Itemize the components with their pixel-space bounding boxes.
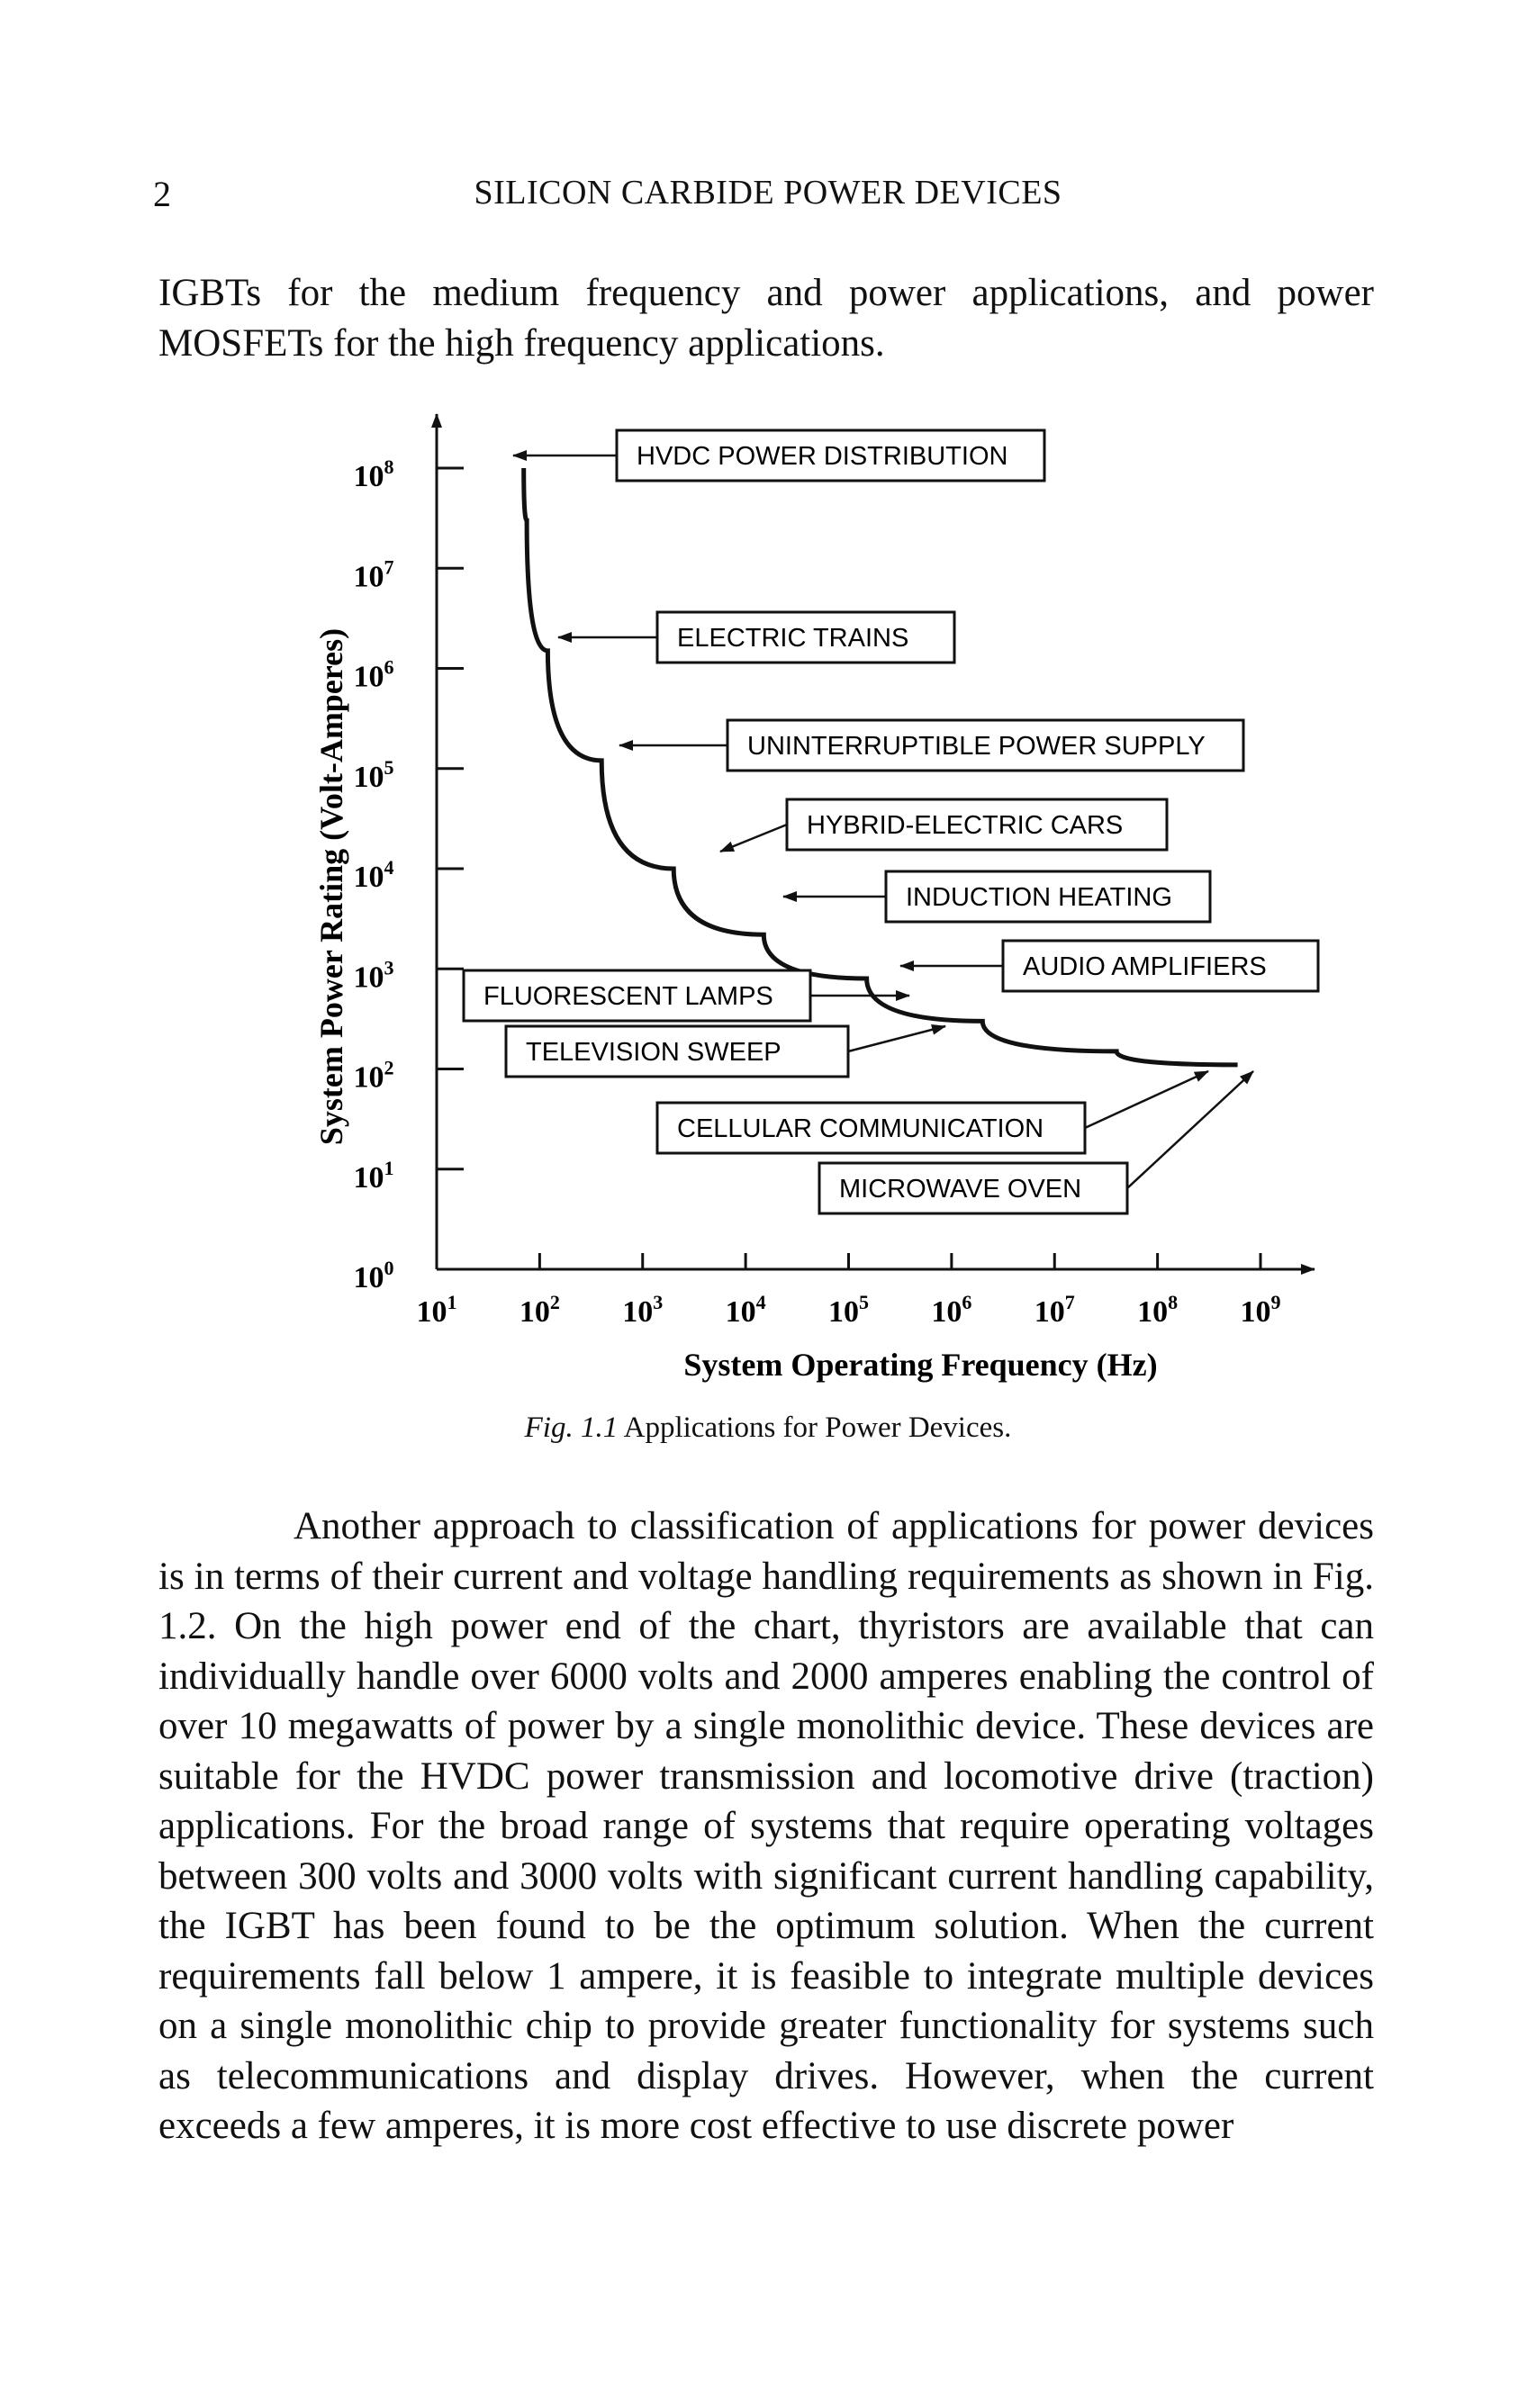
y-tick-label: $10^4$ xyxy=(353,856,394,894)
x-tick-label: $10^7$ xyxy=(1034,1291,1075,1329)
x-tick-label: $10^9$ xyxy=(1240,1291,1281,1329)
annotation-uninterruptible-power-supply xyxy=(619,720,1243,771)
annotation-cellular-communication xyxy=(657,1071,1208,1153)
y-tick-label: $10^6$ xyxy=(353,655,394,694)
annotation-hybrid-electric-cars xyxy=(720,799,1167,852)
annotation-arrow xyxy=(1085,1071,1208,1128)
annotation-label: ELECTRIC TRAINS xyxy=(677,624,909,653)
annotation-label: TELEVISION SWEEP xyxy=(526,1038,782,1067)
annotation-arrow xyxy=(720,825,787,852)
figure-caption-text: Applications for Power Devices. xyxy=(623,1411,1012,1444)
y-tick-label: $10^7$ xyxy=(353,555,394,594)
intro-paragraph: IGBTs for the medium frequency and power applications, and power MOSFETs for the high frequency applications. xyxy=(158,272,1374,365)
annotation-label: FLUORESCENT LAMPS xyxy=(483,982,773,1011)
annotation-induction-heating xyxy=(783,871,1210,922)
annotation-hvdc-power-distribution xyxy=(513,430,1044,481)
figure-caption-label: Fig. 1.1 xyxy=(524,1411,619,1444)
y-tick-label: $10^3$ xyxy=(353,956,394,995)
y-tick-label: $10^1$ xyxy=(353,1156,394,1195)
x-tick-label: $10^8$ xyxy=(1137,1291,1179,1329)
annotation-arrow xyxy=(1127,1071,1253,1188)
x-tick-label: $10^3$ xyxy=(622,1291,664,1329)
annotation-label: UNINTERRUPTIBLE POWER SUPPLY xyxy=(747,732,1206,761)
x-tick-label: $10^4$ xyxy=(725,1291,766,1329)
x-tick-label: $10^5$ xyxy=(828,1291,869,1329)
annotation-label: INDUCTION HEATING xyxy=(906,883,1172,912)
annotation-label: HYBRID-ELECTRIC CARS xyxy=(807,811,1124,840)
annotation-electric-trains xyxy=(558,612,954,663)
x-tick-label: $10^6$ xyxy=(931,1291,972,1329)
x-tick-label: $10^1$ xyxy=(416,1291,457,1329)
annotation-television-sweep xyxy=(506,1026,945,1077)
annotation-label: HVDC POWER DISTRIBUTION xyxy=(637,442,1008,471)
y-tick-label: $10^2$ xyxy=(353,1056,394,1095)
y-tick-label: $10^5$ xyxy=(353,755,394,794)
annotation-audio-amplifiers xyxy=(900,941,1318,991)
y-tick-label: $10^0$ xyxy=(353,1257,394,1294)
figure-caption xyxy=(0,1411,1536,1445)
running-head: SILICON CARBIDE POWER DEVICES xyxy=(474,174,1062,212)
annotation-arrow xyxy=(848,1026,945,1051)
x-axis-title: System Operating Frequency (Hz) xyxy=(683,1347,1158,1383)
annotation-label: CELLULAR COMMUNICATION xyxy=(677,1114,1044,1143)
page-number: 2 xyxy=(153,174,171,214)
y-axis-title: System Power Rating (Volt-Amperes) xyxy=(313,627,349,1146)
y-tick-label: $10^8$ xyxy=(353,455,394,493)
annotation-label: AUDIO AMPLIFIERS xyxy=(1023,952,1267,981)
x-tick-label: $10^2$ xyxy=(519,1291,560,1329)
annotation-label: MICROWAVE OVEN xyxy=(839,1175,1082,1204)
body-paragraph: Another approach to classification of applications for power devices is in terms of their current and voltage handling requirements as shown in Fig. 1.2. On the high power end of the chart, thyristors are available that can individually handle over 6000 volts and 2000 amperes enabling the control of over 10 megawatts of power by a single monolithic device. These devices are suitable for the HVDC power transmission and locomotive drive (traction) applications. For the broad range of systems that require operating voltages between 300 volts and 3000 volts with significant current handling capability, the IGBT has been found to be the optimum solution. When the current requirements fall below 1 ampere, it is feasible to integrate multiple devices on a single monolithic chip to provide greater functionality for systems such as telecommunications and display drives. However, when the current exceeds a few amperes, it is more cost effective to use discrete power xyxy=(158,1505,1374,2147)
